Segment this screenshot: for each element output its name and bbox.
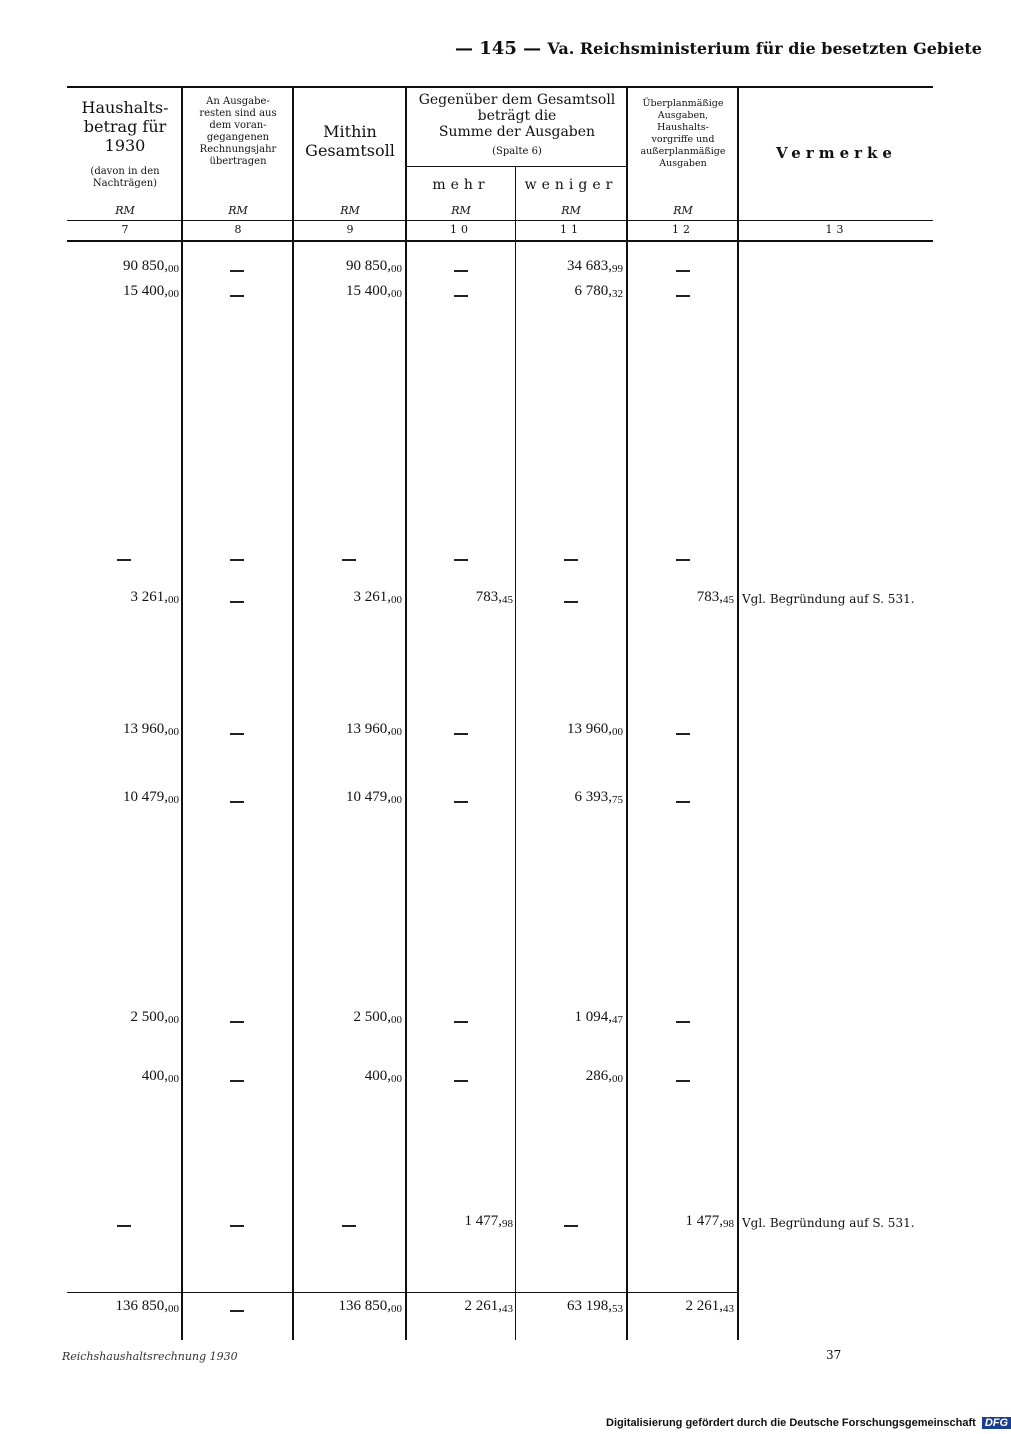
footer-credit (606, 1417, 1011, 1429)
col13-title: Vermerke (776, 144, 897, 162)
table-row-5-c12-dash (676, 733, 690, 735)
col-divider-11-12 (626, 86, 628, 1340)
colno-rule (67, 240, 933, 242)
table-row-4-c8-dash (230, 601, 244, 603)
table-row-7-c10-dash (454, 1021, 468, 1023)
table-row-6-c9: 10 479,00 (346, 789, 402, 806)
table-row-6-c10-dash (454, 801, 468, 803)
table-row-9-c9-dash (342, 1225, 356, 1227)
table-row-7-c8-dash (230, 1021, 244, 1023)
credit-text: Digitalisierung gefördert durch die Deutsche Forschungsgemeinschaft (606, 1417, 976, 1429)
table-row-3-c11-dash (564, 559, 578, 561)
page-header (455, 38, 982, 59)
table-row-3-c10-dash (454, 559, 468, 561)
table-row-7-c11: 1 094,47 (574, 1009, 623, 1026)
col8-number: 8 (234, 223, 242, 236)
table-row-5-c9: 13 960,00 (346, 721, 402, 738)
page-number: 145 (479, 38, 517, 59)
table-row-5-c7: 13 960,00 (123, 721, 179, 738)
col-divider-8-9 (292, 86, 294, 1340)
totals-row-c9: 136 850,00 (338, 1298, 402, 1315)
table-row-8-c10-dash (454, 1080, 468, 1082)
col8-title: An Ausgabe- resten sind aus dem voran- gegangenen Rechnungsjahr übertragen (199, 96, 277, 167)
table-row-8-c9: 400,00 (364, 1068, 402, 1085)
col12-unit: RM (673, 204, 693, 217)
chapter-title: Va. Reichsministerium für die besetzten Gebiete (547, 39, 982, 58)
col12-number: 12 (672, 223, 694, 236)
table-row-6-c7: 10 479,00 (123, 789, 179, 806)
table-row-9-c8-dash (230, 1225, 244, 1227)
totals-row-c12: 2 261,43 (685, 1298, 734, 1315)
group-subtitle: (Spalte 6) (492, 146, 542, 157)
table-row-9-remark: Vgl. Begründung auf S. 531. (742, 1216, 915, 1230)
col10-number: 10 (450, 223, 472, 236)
col9-number: 9 (346, 223, 354, 236)
unit-rule (67, 220, 933, 221)
col13-number: 13 (825, 223, 848, 236)
col7-subtitle: (davon in den Nachträgen) (90, 166, 160, 189)
totals-row-c7: 136 850,00 (115, 1298, 179, 1315)
col7-unit: RM (115, 204, 135, 217)
table-row-7-c9: 2 500,00 (353, 1009, 402, 1026)
totals-row-c8-dash (230, 1310, 244, 1312)
table-row-4-c7: 3 261,00 (130, 589, 179, 606)
table-row-6-c11: 6 393,75 (574, 789, 623, 806)
table-row-4-remark: Vgl. Begründung auf S. 531. (742, 592, 915, 606)
table-row-4-c10: 783,45 (475, 589, 513, 606)
table-row-1-c8-dash (230, 270, 244, 272)
col8-unit: RM (228, 204, 248, 217)
table-row-5-c10-dash (454, 733, 468, 735)
col-divider-10-11 (515, 166, 516, 1340)
totals-rule (67, 1292, 739, 1293)
table-row-2-c8-dash (230, 295, 244, 297)
col9-title: Mithin Gesamtsoll (305, 122, 395, 160)
dash-right: — (523, 38, 542, 59)
table-row-1-c10-dash (454, 270, 468, 272)
table-row-6-c8-dash (230, 801, 244, 803)
table-row-6-c12-dash (676, 801, 690, 803)
table-row-3-c8-dash (230, 559, 244, 561)
col-divider-9-10 (405, 86, 407, 1340)
table-row-2-c10-dash (454, 295, 468, 297)
col12-title: Überplanmäßige Ausgaben, Haushalts- vorgriffe und außerplanmäßige Ausgaben (640, 98, 726, 169)
col9-unit: RM (340, 204, 360, 217)
table-row-1-c11: 34 683,99 (567, 258, 623, 275)
table-row-9-c7-dash (117, 1225, 131, 1227)
table-top-rule (67, 86, 933, 88)
table-row-5-c11: 13 960,00 (567, 721, 623, 738)
table-row-9-c11-dash (564, 1225, 578, 1227)
group-title: Gegenüber dem Gesamtsoll beträgt die Summe der Ausgaben (418, 92, 616, 140)
col11-number: 11 (560, 223, 582, 236)
table-row-7-c7: 2 500,00 (130, 1009, 179, 1026)
table-row-2-c7: 15 400,00 (123, 283, 179, 300)
col7-title: Haushalts- betrag für 1930 (81, 98, 169, 155)
table-row-1-c9: 90 850,00 (346, 258, 402, 275)
table-row-8-c7: 400,00 (141, 1068, 179, 1085)
col7-number: 7 (121, 223, 129, 236)
table-row-4-c11-dash (564, 601, 578, 603)
table-row-2-c12-dash (676, 295, 690, 297)
table-row-7-c12-dash (676, 1021, 690, 1023)
col-divider-12-13 (737, 86, 739, 1340)
table-row-2-c9: 15 400,00 (346, 283, 402, 300)
table-row-4-c9: 3 261,00 (353, 589, 402, 606)
table-row-2-c11: 6 780,32 (574, 283, 623, 300)
table-row-4-c12: 783,45 (696, 589, 734, 606)
group-sub-rule (407, 166, 627, 167)
col-divider-7-8 (181, 86, 183, 1340)
table-row-9-c12: 1 477,98 (685, 1213, 734, 1230)
table-row-8-c11: 286,00 (585, 1068, 623, 1085)
col11-unit: RM (561, 204, 581, 217)
table-row-1-c12-dash (676, 270, 690, 272)
col11-title: weniger (524, 177, 618, 193)
footer-publication: Reichshaushaltsrechnung 1930 (62, 1350, 238, 1363)
table-row-8-c8-dash (230, 1080, 244, 1082)
totals-row-c11: 63 198,53 (567, 1298, 623, 1315)
table-row-8-c12-dash (676, 1080, 690, 1082)
dash-left: — (455, 38, 473, 59)
table-row-3-c7-dash (117, 559, 131, 561)
col10-unit: RM (451, 204, 471, 217)
totals-row-c10: 2 261,43 (464, 1298, 513, 1315)
col10-title: mehr (432, 177, 490, 193)
table-row-1-c7: 90 850,00 (123, 258, 179, 275)
table-row-3-c9-dash (342, 559, 356, 561)
footer-sheet-number: 37 (826, 1348, 842, 1362)
table-row-3-c12-dash (676, 559, 690, 561)
dfg-logo: DFG (982, 1417, 1011, 1429)
table-row-9-c10: 1 477,98 (464, 1213, 513, 1230)
table-row-5-c8-dash (230, 733, 244, 735)
